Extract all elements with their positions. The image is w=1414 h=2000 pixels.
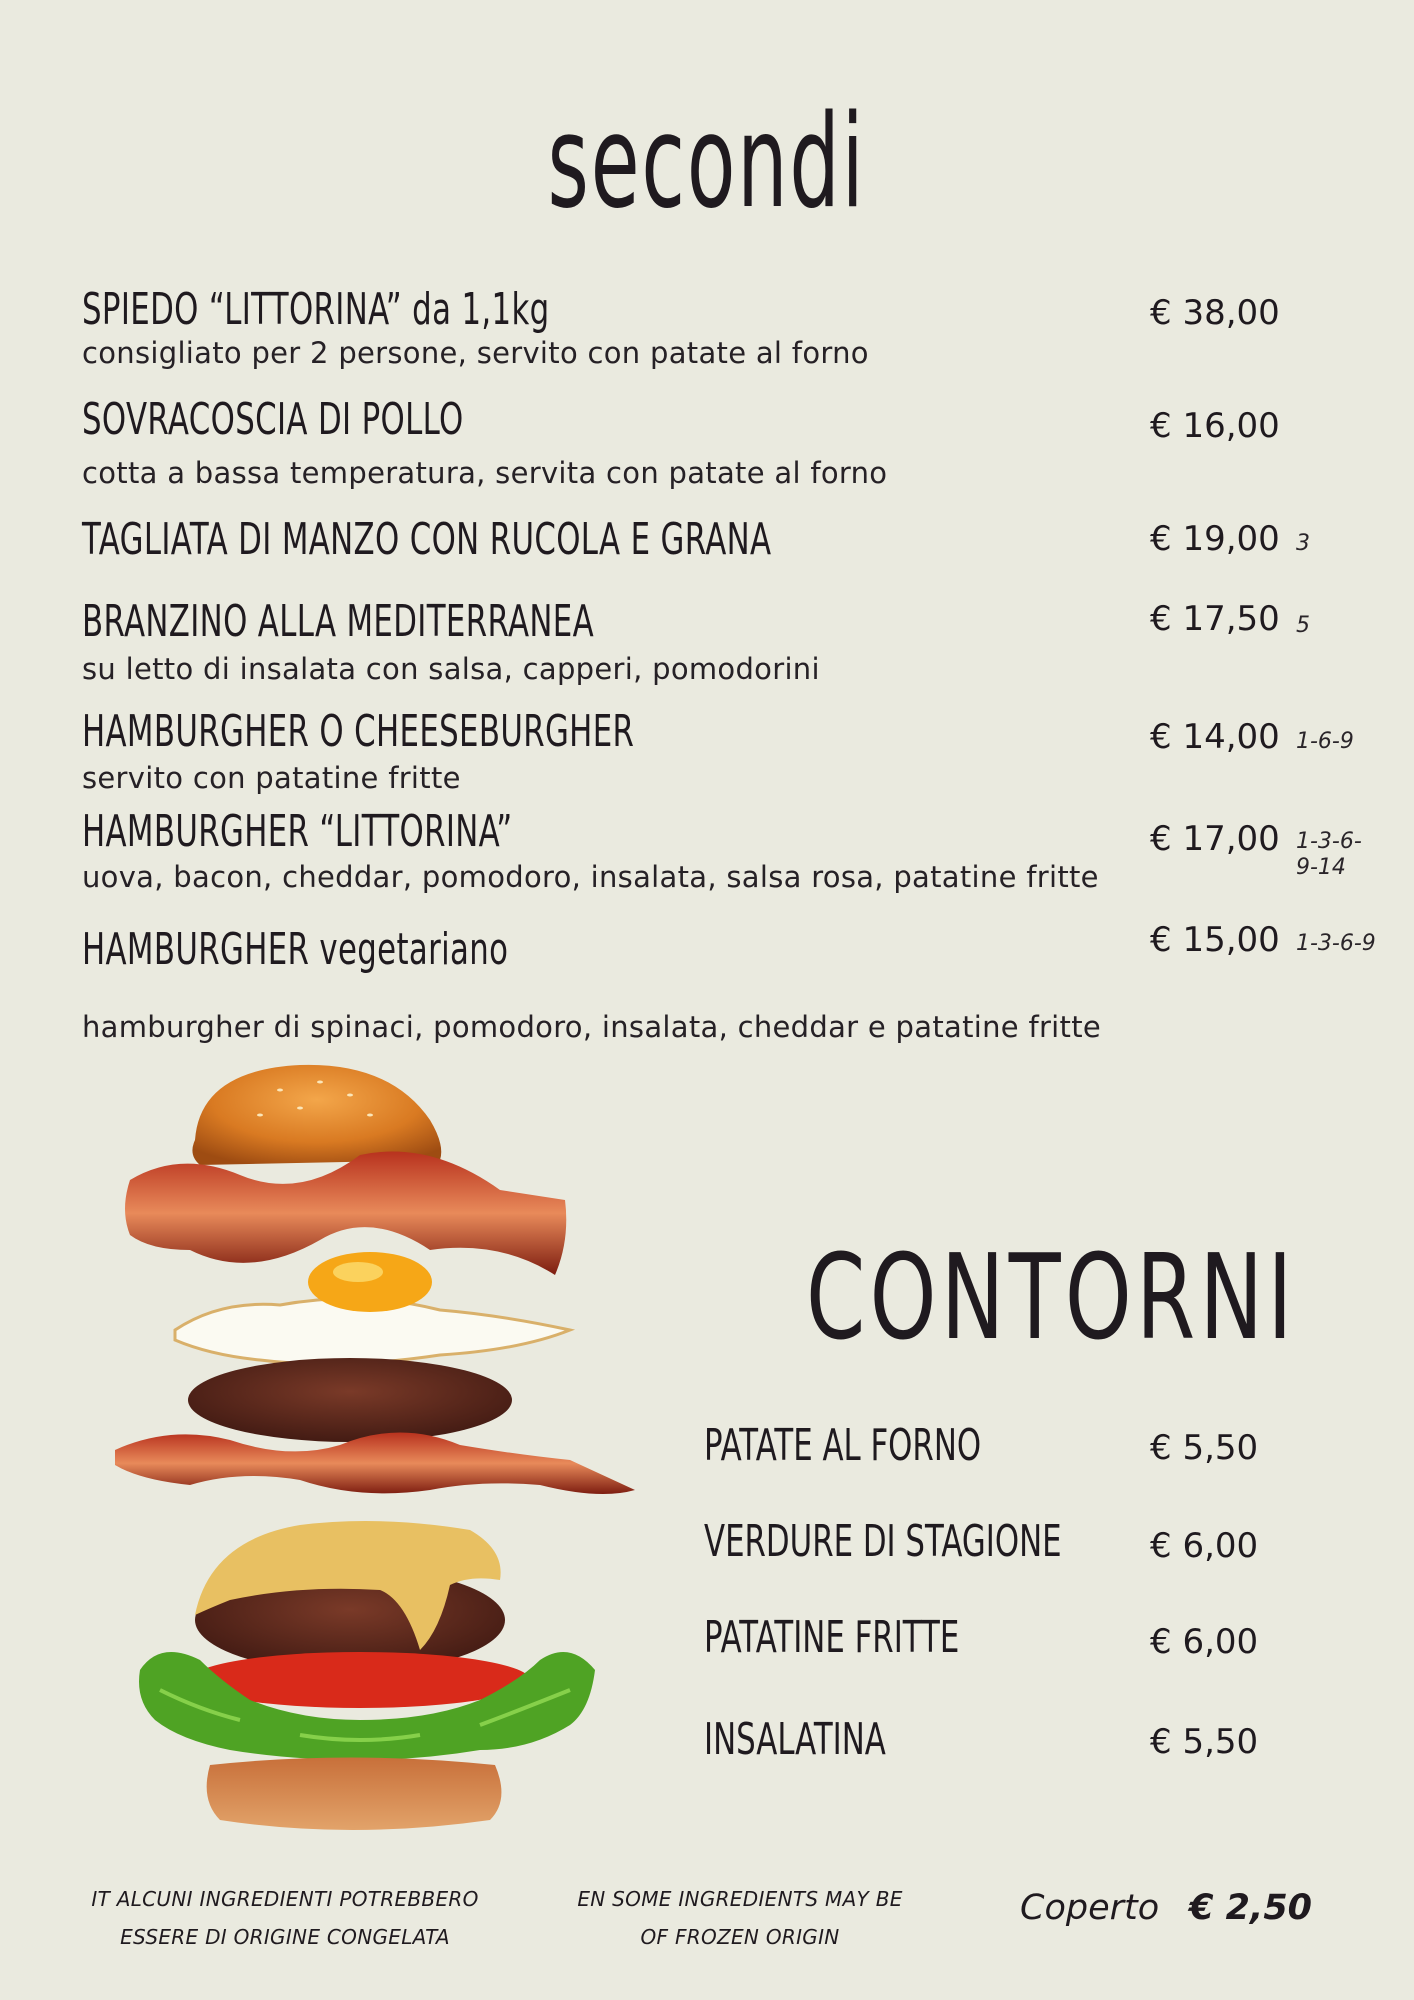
contorni-title: CONTORNI (806, 1228, 1297, 1366)
side-item-price: € 5,50 (1150, 1722, 1259, 1762)
side-item-price: € 6,00 (1150, 1622, 1259, 1662)
menu-item-desc: uova, bacon, cheddar, pomodoro, insalata, salsa rosa, patatine fritte (82, 860, 1099, 894)
cover-charge-label: Coperto (1020, 1888, 1160, 1928)
menu-item-allergens: 5 (1296, 613, 1310, 638)
menu-item-name: SPIEDO “LITTORINA” da 1,1kg (82, 284, 550, 335)
menu-item-price: € 17,00 (1150, 819, 1280, 859)
footnote-en (570, 1880, 910, 1956)
menu-item-name: TAGLIATA DI MANZO CON RUCOLA E GRANA (82, 514, 772, 565)
menu-item-desc: consigliato per 2 persone, servito con patate al forno (82, 336, 869, 370)
footnote-it (70, 1880, 500, 1956)
cover-charge-price: € 2,50 (1189, 1888, 1313, 1928)
side-item-price: € 5,50 (1150, 1428, 1259, 1468)
menu-item-price: € 14,00 (1150, 717, 1280, 757)
menu-item-price: € 17,50 (1150, 599, 1280, 639)
menu-item-price: € 38,00 (1150, 293, 1280, 333)
footnote-en-line1: EN SOME INGREDIENTS MAY BE (577, 1887, 903, 1911)
secondi-title: secondi (547, 88, 867, 237)
side-item-name: PATATE AL FORNO (704, 1420, 982, 1471)
burger-illustration (100, 1060, 650, 1840)
menu-item-name: HAMBURGHER O CHEESEBURGHER (82, 706, 635, 757)
menu-item-name: BRANZINO ALLA MEDITERRANEA (82, 596, 595, 647)
side-item-name: PATATINE FRITTE (704, 1612, 960, 1663)
menu-item-name: HAMBURGHER vegetariano (82, 924, 509, 975)
menu-item-name: HAMBURGHER “LITTORINA” (82, 806, 513, 857)
menu-item-allergens: 3 (1296, 531, 1310, 556)
footnote-it-line1: IT ALCUNI INGREDIENTI POTREBBERO (91, 1887, 479, 1911)
menu-item-name: SOVRACOSCIA DI POLLO (82, 394, 464, 445)
menu-item-allergens-cont: 9-14 (1296, 855, 1346, 880)
footnote-en-line2: OF FROZEN ORIGIN (640, 1925, 840, 1949)
menu-item-desc: cotta a bassa temperatura, servita con patate al forno (82, 456, 888, 490)
menu-item-allergens: 1-3-6-9 (1296, 931, 1376, 956)
contorni-title-wrap (806, 1228, 1414, 1366)
side-item-name: VERDURE DI STAGIONE (704, 1516, 1062, 1567)
side-item-price: € 6,00 (1150, 1526, 1259, 1566)
menu-item-desc: hamburgher di spinaci, pomodoro, insalata, cheddar e patatine fritte (82, 1010, 1102, 1044)
cover-charge (1020, 1888, 1312, 1928)
menu-item-allergens: 1-6-9 (1296, 729, 1354, 754)
menu-item-desc: servito con patatine fritte (82, 761, 461, 795)
menu-item-price: € 15,00 (1150, 920, 1280, 960)
menu-item-desc: su letto di insalata con salsa, capperi, pomodorini (82, 652, 820, 686)
menu-item-allergens: 1-3-6- (1296, 829, 1362, 854)
menu-item-price: € 19,00 (1150, 519, 1280, 559)
side-item-name: INSALATINA (704, 1714, 886, 1765)
footnote-it-line2: ESSERE DI ORIGINE CONGELATA (120, 1925, 450, 1949)
menu-item-price: € 16,00 (1150, 406, 1280, 446)
page-title (0, 88, 1414, 237)
